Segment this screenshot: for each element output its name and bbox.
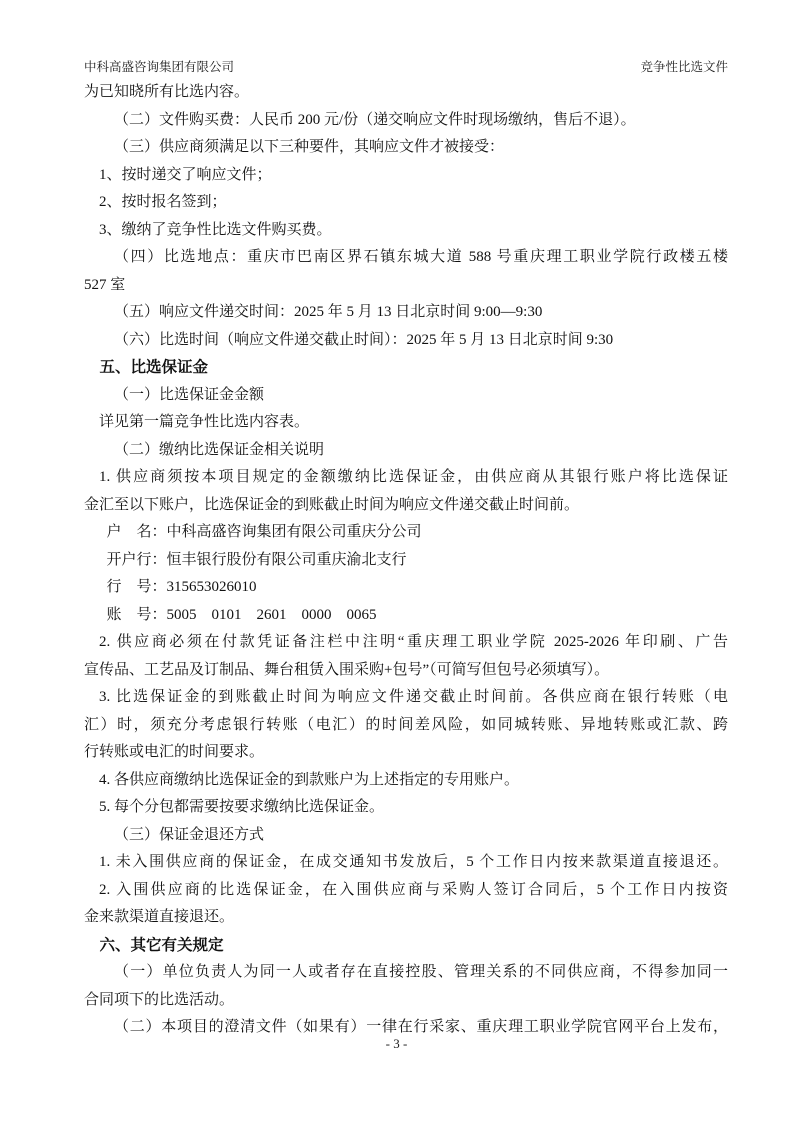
text-line: （三）保证金退还方式 [114,826,265,843]
text-line: （五）响应文件递交时间：2025 年 5 月 13 日北京时间 9:00—9:30 [114,304,543,320]
text-line: 1、按时递交了响应文件； [99,166,272,183]
text-line: 1. 供应商须按本项目规定的金额缴纳比选保证金，由供应商从其银行账户将比选保证 [99,469,728,485]
text-line: 账 号：5005 0101 2601 0000 0065 [106,606,377,623]
text-line: 2、按时报名签到； [99,194,227,210]
page-header [84,58,728,76]
text-line: （二）本项目的澄清文件（如果有）一律在行采家、重庆理工职业学院官网平台上发布， [114,1019,728,1035]
text-line: 开户行：恒丰银行股份有限公司重庆渝北支行 [106,551,407,568]
text-line: （六）比选时间（响应文件递交截止时间）：2025 年 5 月 13 日北京时间 9:30 [114,331,614,348]
document-body [84,79,728,1042]
section-heading: 六、其它有关规定 [99,936,224,954]
text-line: （一）单位负责人为同一人或者存在直接控股、管理关系的不同供应商，不得参加同一 [114,964,728,980]
text-line: （二）缴纳比选保证金相关说明 [114,441,325,458]
text-line: 汇）时，须充分考虑银行转账（电汇）的时间差风险，如同城转账、异地转账或汇款、跨 [84,716,728,733]
text-line: 金来款渠道直接退还。 [84,909,235,925]
section-heading: 五、比选保证金 [99,359,209,376]
text-line: 合同项下的比选活动。 [84,991,235,1008]
text-line: 527 室 [84,276,126,293]
text-line: 金汇至以下账户，比选保证金的到账截止时间为响应文件递交截止时间前。 [84,496,580,513]
header-company-name: 中科高盛咨询集团有限公司 [84,60,235,74]
text-line: 行 号：315653026010 [106,579,257,595]
text-line: 2. 供应商必须在付款凭证备注栏中注明“重庆理工职业学院 2025-2026 年印刷、广告 [99,634,728,650]
header-doc-type: 竞争性比选文件 [640,60,728,74]
text-line: 4. 各供应商缴纳比选保证金的到款账户为上述指定的专用账户。 [99,771,520,788]
text-line: 1. 未入围供应商的保证金，在成交通知书发放后，5 个工作日内按来款渠道直接退还。 [99,854,728,870]
page-footer [0,1036,793,1052]
text-line: 3. 比选保证金的到账截止时间为响应文件递交截止时间前。各供应商在银行转账（电 [99,689,728,705]
text-line: （一）比选保证金金额 [114,386,265,403]
text-line: 详见第一篇竞争性比选内容表。 [99,414,310,430]
text-line: 行转账或电汇的时间要求。 [84,744,265,760]
text-line: （三）供应商须满足以下三种要件，其响应文件才被接受： [114,139,505,155]
text-line: （四）比选地点：重庆市巴南区界石镇东城大道 588 号重庆理工职业学院行政楼五楼 [114,249,728,265]
text-line: 户 名：中科高盛咨询集团有限公司重庆分公司 [106,524,422,540]
text-line: 3、缴纳了竞争性比选文件购买费。 [99,221,332,238]
text-line: 5. 每个分包都需要按要求缴纳比选保证金。 [99,799,385,815]
text-line: 为已知晓所有比选内容。 [84,84,250,100]
text-line: 2. 入围供应商的比选保证金，在入围供应商与采购人签订合同后，5 个工作日内按资 [99,881,728,898]
text-line: （二）文件购买费：人民币 200 元/份（递交响应文件时现场缴纳，售后不退）。 [114,111,636,128]
text-line: 宣传品、工艺品及订制品、舞台租赁入围采购+包号”（可简写但包号必须填写）。 [84,661,610,678]
page-number: - 3 - [385,1036,408,1051]
